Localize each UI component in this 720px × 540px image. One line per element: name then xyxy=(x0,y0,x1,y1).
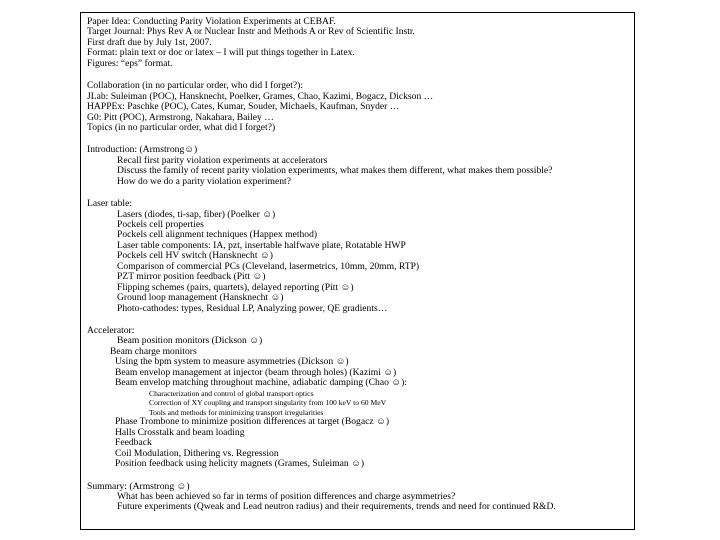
laser-table-heading: Laser table: xyxy=(87,198,133,210)
accel-item: Beam envelop matching throughout machine, adiabatic damping (Chao ☺): xyxy=(115,377,407,389)
accel-subitem: Tools and methods for minimizing transport irregularities xyxy=(149,407,324,417)
format: Format: plain text or doc or latex – I will put things together in Latex. xyxy=(87,47,355,59)
summary-item: Future experiments (Qweak and Lead neutron radius) and their requirements, trends and need for continued R&D. xyxy=(117,501,556,513)
accel-item: Using the bpm system to measure asymmetries (Dickson ☺) xyxy=(115,356,349,368)
paper-idea: Paper Idea: Conducting Parity Violation Experiments at CEBAF. xyxy=(87,16,336,27)
accel-subitem: Characterization and control of global transport optics xyxy=(149,388,314,398)
accel-item: Feedback xyxy=(115,437,152,449)
laser-item: Comparison of commercial PCs (Cleveland, lasermetrics, 10mm, 20mm, RTP) xyxy=(117,260,420,272)
laser-item: Photo-cathodes: types, Residual LP, Analyzing power, QE gradients… xyxy=(117,302,388,314)
document-page xyxy=(80,12,635,530)
laser-item: Ground loop management (Hansknecht ☺) xyxy=(117,292,284,304)
collab-g0: G0: Pitt (POC), Armstrong, Nakahara, Bailey … xyxy=(87,111,274,123)
laser-item: Pockels cell alignment techniques (Happex method) xyxy=(117,229,318,241)
accel-item: Position feedback using helicity magnets (Grames, Suleiman ☺) xyxy=(115,458,365,470)
target-journal: Target Journal: Phys Rev A or Nuclear Instr and Methods A or Rev of Scientific Instr. xyxy=(87,26,415,38)
laser-item: Laser table components: IA, pzt, insertable halfwave plate, Rotatable HWP xyxy=(117,239,406,251)
first-draft: First draft due by July 1st, 2007. xyxy=(87,36,212,48)
laser-item: Flipping schemes (pairs, quartets), delayed reporting (Pitt ☺) xyxy=(117,281,354,293)
document-body xyxy=(87,17,630,513)
accel-subitem: Correction of XY coupling and transport singularity from 100 keV to 60 MeV xyxy=(149,398,387,408)
topics-heading: Topics (in no particular order, what did I forget?) xyxy=(87,121,276,133)
accel-item: Phase Trombone to minimize position differences at target (Bogacz ☺) xyxy=(115,416,390,428)
collab-happex: HAPPEx: Paschke (POC), Cates, Kumar, Souder, Michaels, Kaufman, Snyder … xyxy=(87,101,400,113)
accel-item: Beam position monitors (Dickson ☺) xyxy=(117,335,263,347)
summary-heading: Summary: (Armstrong ☺) xyxy=(87,480,190,492)
laser-item: Lasers (diodes, ti-sap, fiber) (Poelker ☺) xyxy=(117,208,276,220)
accel-item: Halls Crosstalk and beam loading xyxy=(115,426,245,438)
summary-item: What has been achieved so far in terms of position differences and charge asymmetries? xyxy=(117,490,456,502)
figures: Figures: “eps” format. xyxy=(87,57,173,69)
intro-item: How do we do a parity violation experiment? xyxy=(117,175,291,187)
accel-item: Coil Modulation, Dithering vs. Regression xyxy=(115,447,279,459)
introduction-heading: Introduction: (Armstrong☺) xyxy=(87,144,198,156)
intro-item: Discuss the family of recent parity violation experiments, what makes them different, what makes them possible? xyxy=(117,165,553,177)
laser-item: PZT mirror position feedback (Pitt ☺) xyxy=(117,271,266,283)
accel-item: Beam charge monitors xyxy=(110,345,197,357)
accelerator-heading: Accelerator: xyxy=(87,324,135,336)
collab-jlab: JLab: Suleiman (POC), Hansknecht, Poelker, Grames, Chao, Kazimi, Bogacz, Dickson … xyxy=(87,90,434,102)
intro-item: Recall first parity violation experiments at accelerators xyxy=(117,154,328,166)
laser-item: Pockels cell properties xyxy=(117,219,204,230)
collaboration-heading: Collaboration (in no particular order, who did I forget?): xyxy=(87,80,304,92)
accel-item: Beam envelop management at injector (beam through holes) (Kazimi ☺) xyxy=(115,366,397,378)
laser-item: Pockels cell HV switch (Hansknecht ☺) xyxy=(117,250,273,262)
